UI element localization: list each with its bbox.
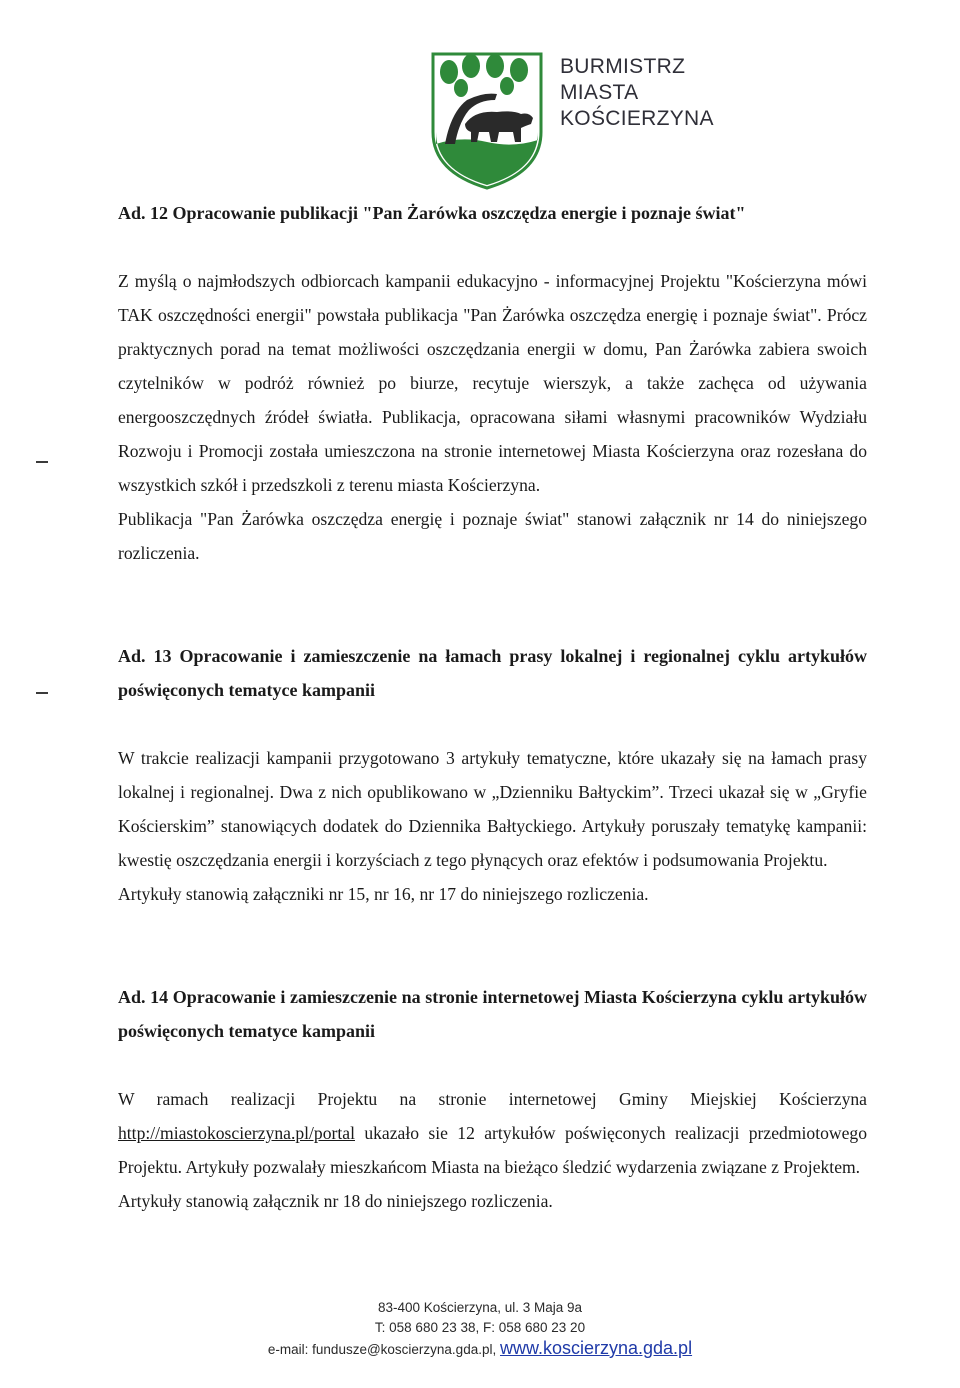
- footer-address: 83-400 Kościerzyna, ul. 3 Maja 9a: [377, 1300, 583, 1315]
- section-body-ad14: [118, 1082, 867, 1218]
- section-heading-ad14: Ad. 14 Opracowanie i zamieszczenie na stronie internetowej Miasta Kościerzyna cyklu artykułów poświęconych tematyce kampanii: [118, 987, 867, 1041]
- section-body-ad13: [118, 741, 867, 911]
- brand-line: BURMISTRZ: [560, 55, 686, 78]
- paragraph-text: W ramach realizacji Projektu na stronie internetowej Gminy Miejskiej Kościerzyna: [118, 1089, 867, 1109]
- section-heading-ad12: Ad. 12 Opracowanie publikacji "Pan Żarówka oszczędza energie i poznaje świat": [118, 203, 746, 223]
- section-heading-ad13: Ad. 13 Opracowanie i zamieszczenie na łamach prasy lokalnej i regionalnej cyklu artykułów poświęconych tematyce kampanii: [118, 646, 867, 700]
- paragraph: Artykuły stanowią załączniki nr 15, nr 16, nr 17 do niniejszego rozliczenia.: [118, 884, 649, 904]
- footer-contact: [0, 1338, 960, 1360]
- portal-link[interactable]: http://miastokoscierzyna.pl/portal: [118, 1123, 355, 1143]
- margin-mark: [36, 692, 48, 694]
- paragraph-text: ukazało sie 12 artykułów poświęconych realizacji przedmiotowego Projektu. Artykuły pozwalały mieszkańcom Miasta na bieżąco śledzić wydarzenia związane z Projektem.: [118, 1123, 867, 1177]
- footer-phone: T: 058 680 23 38, F: 058 680 23 20: [374, 1320, 586, 1335]
- paragraph: Z myślą o najmłodszych odbiorcach kampanii edukacyjno - informacyjnej Projektu "Kościerzyna mówi TAK oszczędności energii" powstała publikacja "Pan Żarówka oszczędza energię i poznaje świat". Prócz praktycznych porad na temat możliwości oszczędzania energii w domu, Pan Żarówka zabiera swoich czytelników w podróż również po biurze, recytuje wierszyk, a także zachęca od używania energooszczędnych źródeł światła. Publikacja, opracowana siłami własnymi pracowników Wydziału Rozwoju i Promocji została umieszczona na stronie internetowej Miasta Kościerzyna oraz rozesłana do wszystkich szkół i przedszkoli z terenu miasta Kościerzyna.: [118, 271, 867, 495]
- brand-title: [560, 54, 714, 132]
- footer: [0, 1298, 960, 1360]
- website-link[interactable]: www.koscierzyna.gda.pl: [499, 1338, 693, 1358]
- margin-mark: [36, 461, 48, 463]
- brand-line: KOŚCIERZYNA: [560, 107, 714, 130]
- paragraph: [118, 1082, 867, 1184]
- coat-of-arms-logo: [431, 52, 543, 190]
- section-body-ad12: [118, 264, 867, 570]
- paragraph: Artykuły stanowią załącznik nr 18 do niniejszego rozliczenia.: [118, 1191, 553, 1211]
- footer-email: e-mail: fundusze@koscierzyna.gda.pl,: [267, 1342, 500, 1357]
- paragraph: Publikacja "Pan Żarówka oszczędza energię i poznaje świat" stanowi załącznik nr 14 do niniejszego rozliczenia.: [118, 509, 867, 563]
- brand-line: MIASTA: [560, 81, 639, 104]
- paragraph: W trakcie realizacji kampanii przygotowano 3 artykuły tematyczne, które ukazały się na łamach prasy lokalnej i regionalnej. Dwa z nich opublikowano w „Dzienniku Bałtyckim”. Trzeci ukazał się w „Gryfie Kościerskim” stanowiących dodatek do Dziennika Bałtyckiego. Artykuły poruszały tematykę kampanii: kwestię oszczędzania energii i korzyściach z tego płynących oraz efektów i podsumowania Projektu.: [118, 748, 867, 870]
